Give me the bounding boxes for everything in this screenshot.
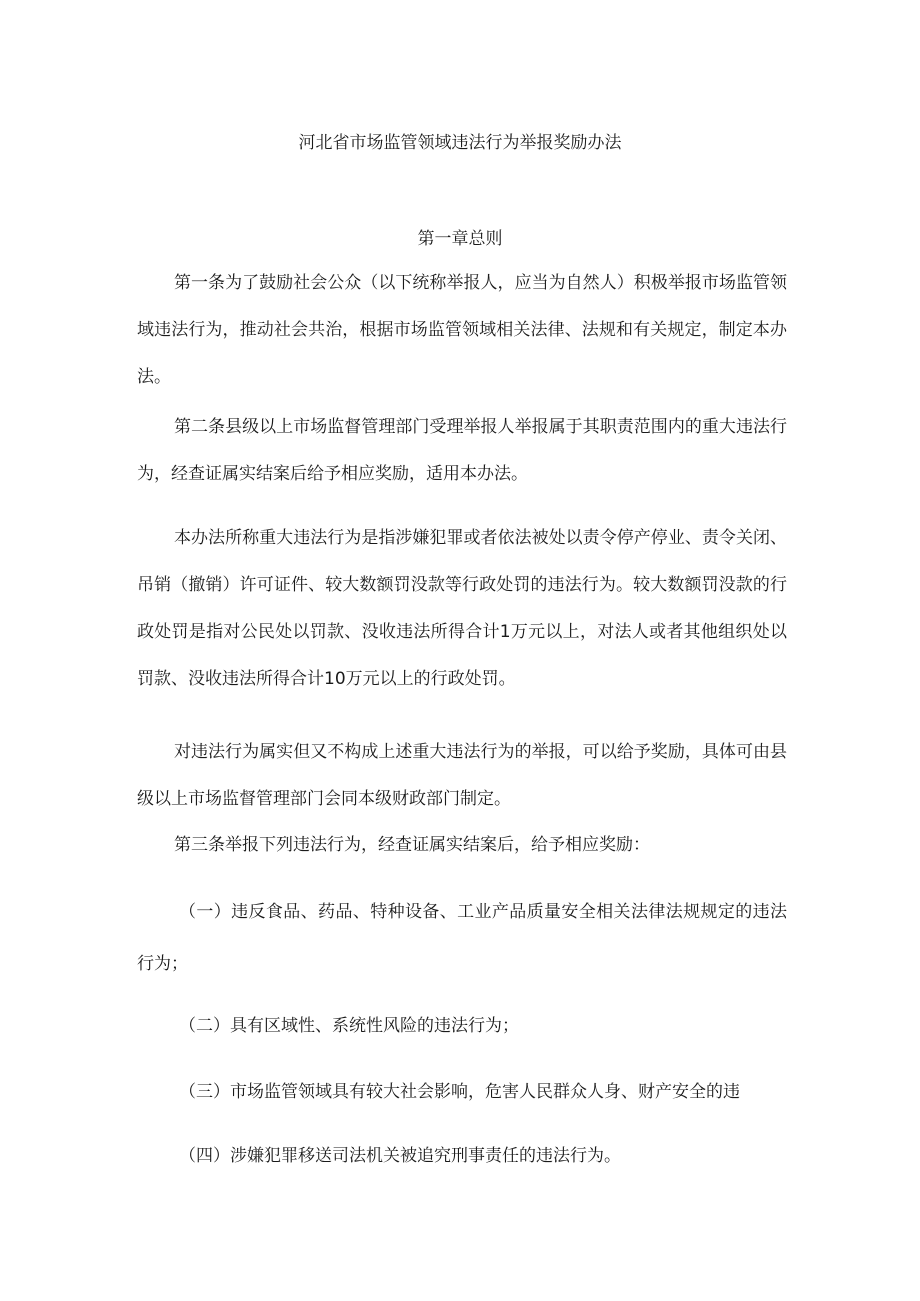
- list-item-4: （四）涉嫌犯罪移送司法机关被追究刑事责任的违法行为。: [179, 1146, 621, 1166]
- chapter-heading: 第一章总则: [417, 229, 503, 249]
- paragraph-article-2: 第二条县级以上市场监督管理部门受理举报人举报属于其职责范围内的重大违法行为，经查证属实结案后给予相应奖励，适用本办法。: [137, 417, 787, 484]
- paragraph-article-1: 第一条为了鼓励社会公众（以下统称举报人，应当为自然人）积极举报市场监管领域违法行为，推动社会共治，根据市场监管领域相关法律、法规和有关规定，制定本办法。: [137, 273, 787, 387]
- list-item-2: （二）具有区域性、系统性风险的违法行为；: [179, 1016, 519, 1036]
- paragraph-minor-violation-reward: 对违法行为属实但又不构成上述重大违法行为的举报，可以给予奖励，具体可由县级以上市场监督管理部门会同本级财政部门制定。: [137, 742, 787, 809]
- paragraph-major-violation-definition: 本办法所称重大违法行为是指涉嫌犯罪或者依法被处以责令停产停业、责令关闭、吊销（撤销）许可证件、较大数额罚没款等行政处罚的违法行为。较大数额罚没款的行政处罚是指对公民处以罚款、没收违法所得合计1万元以上，对法人或者其他组织处以罚款、没收违法所得合计10万元以上的行政处罚。: [137, 528, 787, 689]
- list-item-3: （三）市场监管领域具有较大社会影响，危害人民群众人身、财产安全的违: [179, 1082, 740, 1102]
- list-item-1: （一）违反食品、药品、特种设备、工业产品质量安全相关法律法规规定的违法行为；: [137, 902, 787, 974]
- document-title: 河北省市场监管领域违法行为举报奖励办法: [298, 133, 622, 153]
- paragraph-article-3: 第三条举报下列违法行为，经查证属实结案后，给予相应奖励：: [174, 835, 650, 855]
